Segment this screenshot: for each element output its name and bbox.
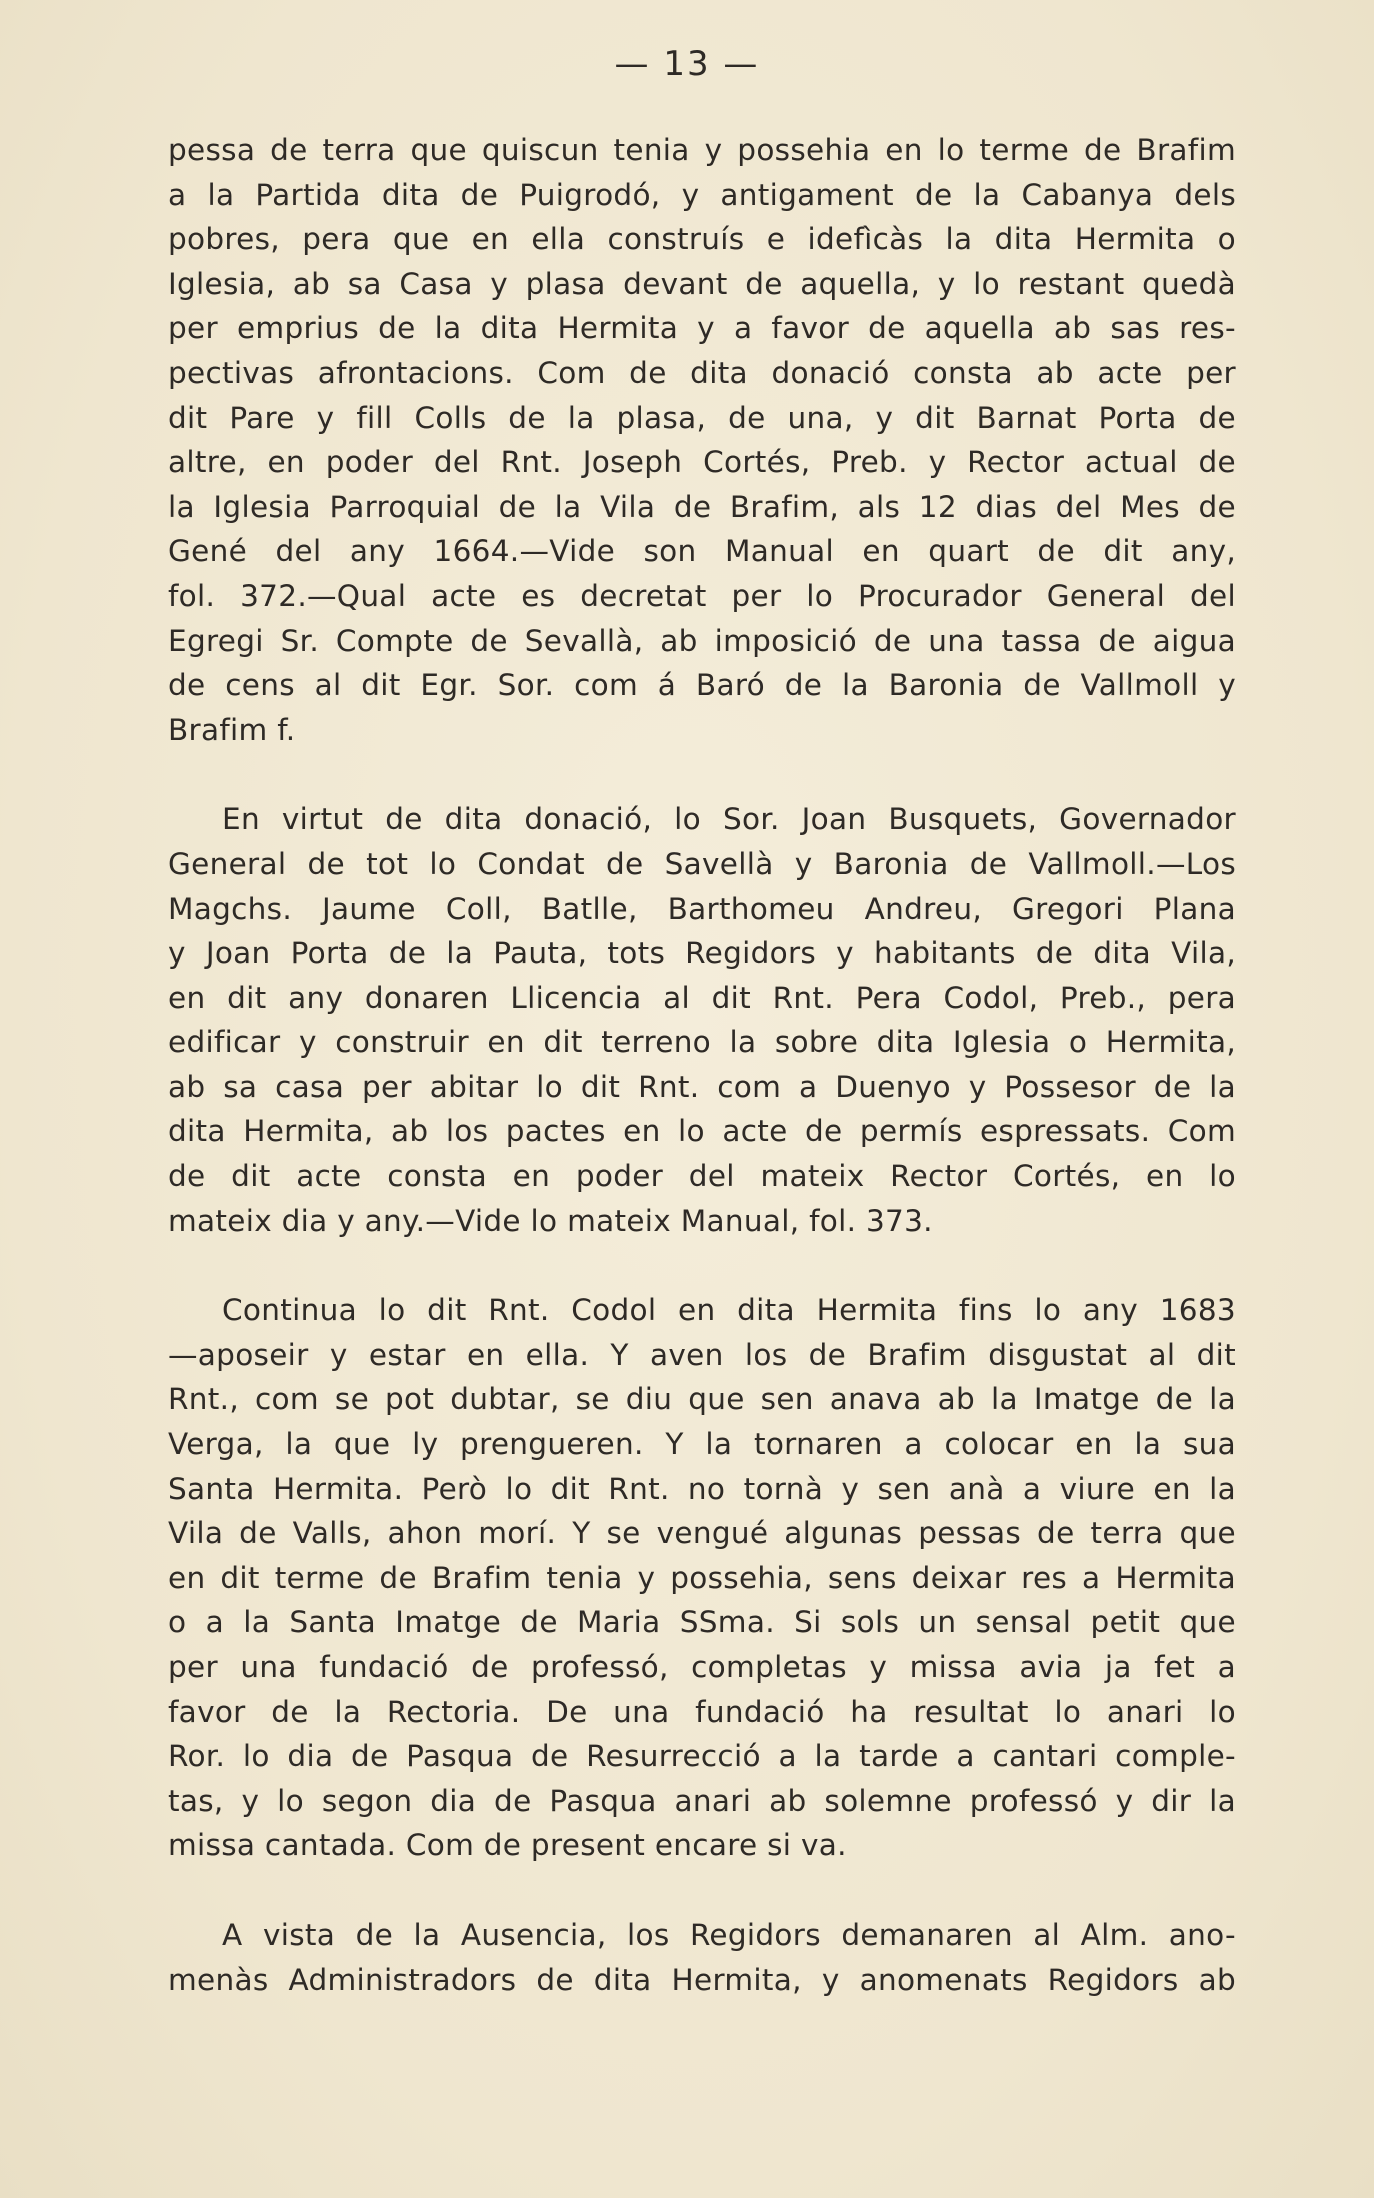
- text-line: de dit acte consta en poder del mateix Rector Cortés, en lo: [168, 1159, 1236, 1194]
- text-line: En virtut de dita donació, lo Sor. Joan Busquets, Governador: [222, 802, 1236, 837]
- text-line: —aposeir y estar en ella. Y aven los de Brafim disgustat al dit: [168, 1337, 1236, 1372]
- text-line: la Iglesia Parroquial de la Vila de Brafim, als 12 dias del Mes de: [168, 489, 1236, 524]
- text-line: en dit any donaren Llicencia al dit Rnt. Pera Codol, Preb., pera: [168, 980, 1236, 1015]
- text-line: altre, en poder del Rnt. Joseph Cortés, Preb. y Rector actual de: [168, 445, 1236, 480]
- paragraph-1: [168, 128, 1236, 752]
- paragraph-gap: [168, 1868, 1236, 1913]
- text-line: tas, y lo segon dia de Pasqua anari ab solemne professó y dir la: [168, 1783, 1236, 1818]
- text-line: missa cantada. Com de present encare si va.: [168, 1828, 847, 1863]
- text-line: per una fundació de professó, completas y missa avia ja fet a: [168, 1650, 1236, 1684]
- text-line: a la Partida dita de Puigrodó, y antigament de la Cabanya dels: [168, 177, 1236, 212]
- text-line: Santa Hermita. Però lo dit Rnt. no tornà y sen anà a viure en la: [168, 1471, 1236, 1506]
- body-text: [168, 128, 1236, 2002]
- text-line: Gené del any 1664.—Vide son Manual en quart de dit any,: [168, 534, 1236, 569]
- text-line: menàs Administradors de dita Hermita, y anomenats Regidors ab: [168, 1962, 1236, 1997]
- page-number: — 13 —: [614, 44, 760, 84]
- text-line: ab sa casa per abitar lo dit Rnt. com a Duenyo y Possesor de la: [168, 1069, 1236, 1104]
- text-line: Ror. lo dia de Pasqua de Resurrecció a la tarde a cantari comple-: [168, 1739, 1236, 1774]
- text-line: Verga, la que ly prengueren. Y la tornaren a colocar en la sua: [168, 1427, 1236, 1462]
- text-line: pobres, pera que en ella construís e idefìcàs la dita Hermita o: [168, 222, 1236, 257]
- text-line: Egregi Sr. Compte de Sevallà, ab imposició de una tassa de aigua: [168, 623, 1236, 658]
- text-line: Magchs. Jaume Coll, Batlle, Barthomeu Andreu, Gregori Plana: [168, 891, 1236, 926]
- text-line: mateix dia y any.—Vide lo mateix Manual, fol. 373.: [168, 1203, 933, 1238]
- paragraph-3: [168, 1288, 1236, 1868]
- text-line: y Joan Porta de la Pauta, tots Regidors y habitants de dita Vila,: [168, 936, 1236, 971]
- text-line: en dit terme de Brafim tenia y possehia, sens deixar res a Hermita: [168, 1560, 1236, 1595]
- text-line: edificar y construir en dit terreno la sobre dita Iglesia o Hermita,: [168, 1025, 1236, 1060]
- paragraph-gap: [168, 1243, 1236, 1288]
- text-line: fol. 372.—Qual acte es decretat per lo Procurador General del: [168, 578, 1236, 613]
- paragraph-gap: [168, 752, 1236, 797]
- paragraph-2: [168, 797, 1236, 1243]
- text-line: de cens al dit Egr. Sor. com á Baró de la Baronia de Vallmoll y: [168, 668, 1236, 703]
- text-line: Brafim f.: [168, 712, 296, 747]
- text-line: Vila de Valls, ahon morí. Y se vengué algunas pessas de terra que: [168, 1516, 1236, 1551]
- paragraph-4: [168, 1913, 1236, 2002]
- text-line: o a la Santa Imatge de Maria SSma. Si sols un sensal petit que: [168, 1605, 1236, 1640]
- text-line: General de tot lo Condat de Savellà y Baronia de Vallmoll.—Los: [168, 846, 1236, 881]
- text-line: per emprius de la dita Hermita y a favor de aquella ab sas res-: [168, 311, 1236, 346]
- text-line: favor de la Rectoria. De una fundació ha resultat lo anari lo: [168, 1694, 1236, 1729]
- text-line: Continua lo dit Rnt. Codol en dita Hermita fins lo any 1683: [222, 1293, 1236, 1328]
- text-line: A vista de la Ausencia, los Regidors demanaren al Alm. ano-: [222, 1917, 1236, 1952]
- text-line: Rnt., com se pot dubtar, se diu que sen anava ab la Imatge de la: [168, 1382, 1236, 1417]
- text-line: dit Pare y fill Colls de la plasa, de una, y dit Barnat Porta de: [168, 400, 1236, 435]
- text-line: Iglesia, ab sa Casa y plasa devant de aquella, y lo restant quedà: [168, 266, 1236, 301]
- text-line: pectivas afrontacions. Com de dita donació consta ab acte per: [168, 355, 1236, 390]
- text-line: dita Hermita, ab los pactes en lo acte de permís espressats. Com: [168, 1114, 1236, 1149]
- text-line: pessa de terra que quiscun tenia y possehia en lo terme de Brafim: [168, 133, 1236, 167]
